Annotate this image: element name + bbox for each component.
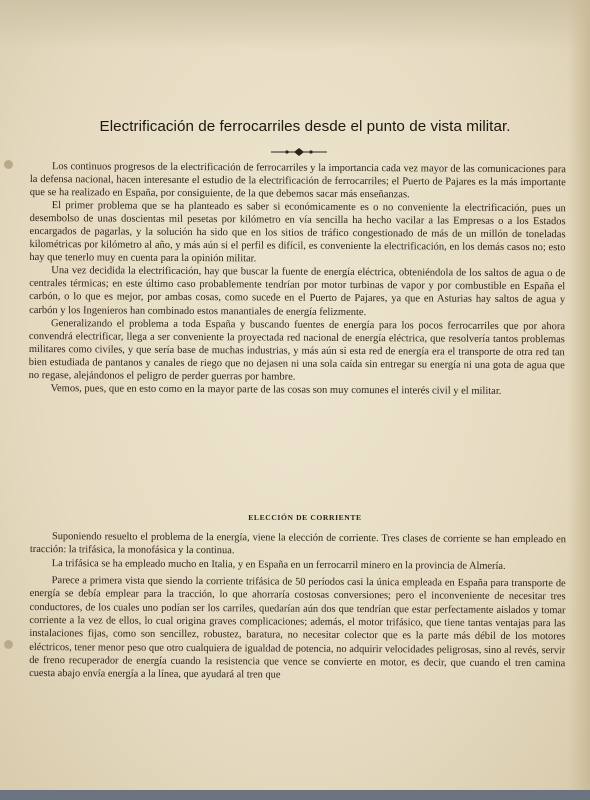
article-body: [29, 160, 566, 398]
paragraph: El primer problema que se ha planteado es saber si económicamente es o no conveniente la electrificación, pues un desembolso de unas doscientas mil pesetas por kilómetro en vía sencilla ha hecho vacilar a las Empresas o a los Estados encargados de pagarlas, y la solución ha sido que en los sitios de tráfico congestionado de más de un millón de toneladas kilométricas por kilómetro al año, y más aún si el perfil es difícil, es conveniente la electrificación, en los demás casos no; esto hay que tenerlo muy en cuenta para la opinión militar.: [29, 200, 566, 265]
scan-background-strip: [0, 790, 590, 800]
punch-hole: [4, 160, 13, 169]
paragraph: La trifásica se ha empleado mucho en Italia, y en España en un ferrocarril minero en la provincia de Almería.: [51, 557, 506, 572]
paragraph: Vemos, pues, que en esto como en la mayor parte de las cosas son muy comunes el interés civil y el militar.: [50, 382, 502, 397]
paper-shadow-right: [568, 0, 590, 800]
article-title: Electrificación de ferrocarriles desde el punto de vista militar.: [99, 118, 511, 135]
punch-hole: [4, 640, 13, 649]
paragraph: Suponiendo resuelto el problema de la energía, viene la elección de corriente. Tres clases de corriente se han empleado en tracción: la trifásica, la monofásica y la continua.: [29, 531, 566, 557]
ornament-divider-icon: [269, 147, 329, 157]
paragraph: Una vez decidida la electrificación, hay que buscar la fuente de energía eléctrica, obteniéndola de los saltos de agua o de centrales térmicas; en este último caso probablemente tendrían por motor turbinas de vapor y por combustible en España el carbón, o lo que es mejor, por ambas cosas, como sucede en el Puerto de Pajares, ya que en Asturias hay saltos de agua y carbón y los Ingenieros han combinado estos manantiales de energía felizmente.: [29, 265, 566, 318]
paragraph: Generalizando el problema a toda España y buscando fuentes de energía para los pocos ferrocarriles que por ahora convendrá electrificar, llega a ser conveniente la proyectada red nacional de energía eléctrica, que resolvería tantos problemas militares como civiles, y que sería base de muchas industrias, y más aún si esta red de energía era el transporte de otra red tan bien estudiada de pantanos y canales de riego que no dejasen ni una sola caída sin entregar su energía ni una gota de agua que no regase, alejándonos el peligro de perder guerras por hambre.: [28, 317, 566, 383]
section-body: [29, 530, 566, 684]
section-heading: ELECCIÓN DE CORRIENTE: [248, 513, 362, 522]
paragraph: Parece a primera vista que siendo la corriente trifásica de 50 períodos casi la única empleada en España para transporte de energía se debía emplear para la tracción, lo que ahorraría costosas conversiones; pero el inconveniente de necesitar tres conductores, de los cuales uno podían ser los carriles, quedarían aún dos que tendrían que estar perfectamente aislados y tomar corriente a la vez de ellos, lo cual origina graves complicaciones; además, el motor trifásico, que tiene tantas ventajas para las instalaciones fijas, como son sencillez, robustez, baratura, no necesitar colector que es la parte más débil de los motores eléctricos, tener menor peso que otro cualquiera de igualdad de potencia, no adquirir velocidades peligrosas, sino al revés, servir de freno recuperador de energía cuando la resistencia que vence se convierte en motor, es decir, que cuando el tren camina cuesta abajo envía energía a la línea, que ayudará al tren que: [29, 575, 566, 681]
paragraph: Los continuos progresos de la electrificación de ferrocarriles y la importancia cada vez mayor de las comunicaciones para la defensa nacional, hacen interesante el estudio de la electrificación de ferrocarriles; el Puerto de Pajares es la más importante que se ha realizado en España, por consiguiente, de la que debemos sacar más enseñanzas.: [29, 161, 566, 201]
paper-shadow-top: [0, 0, 590, 50]
